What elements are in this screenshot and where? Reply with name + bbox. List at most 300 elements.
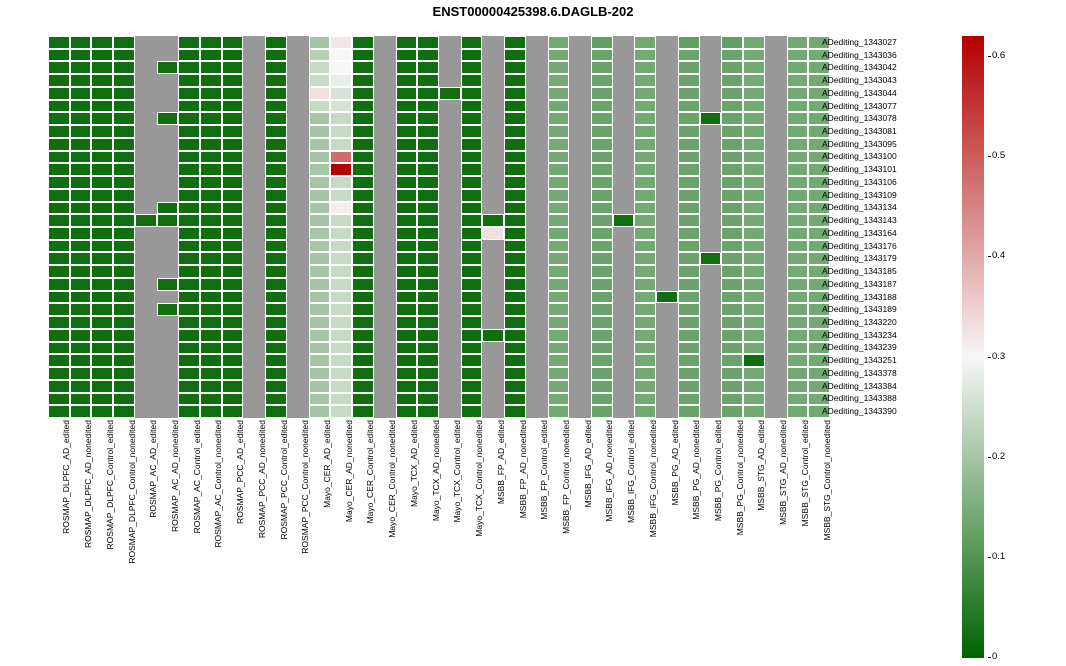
heatmap-cell xyxy=(504,380,526,393)
heatmap-cell xyxy=(265,227,287,240)
heatmap-cell xyxy=(787,367,809,380)
heatmap-cell xyxy=(721,240,743,253)
heatmap-cell xyxy=(613,380,635,393)
heatmap-cell xyxy=(48,367,70,380)
heatmap-cell xyxy=(700,87,722,100)
heatmap-cell xyxy=(634,125,656,138)
heatmap-cell xyxy=(656,405,678,418)
heatmap-cell xyxy=(135,291,157,304)
heatmap-column-label: ROSMAP_DLPFC_AD_nonedited xyxy=(83,420,94,549)
heatmap-cell xyxy=(439,202,461,215)
heatmap-cell xyxy=(721,252,743,265)
heatmap-cell xyxy=(439,151,461,164)
heatmap-cell xyxy=(287,278,309,291)
heatmap-cell xyxy=(396,74,418,87)
heatmap-cell xyxy=(157,329,179,342)
heatmap-cell xyxy=(178,367,200,380)
heatmap-cell xyxy=(396,342,418,355)
heatmap-cell xyxy=(178,278,200,291)
heatmap-cell xyxy=(222,405,244,418)
heatmap-cell xyxy=(569,49,591,62)
colorbar-tick-label: 0.2 xyxy=(992,450,1006,462)
heatmap-row-label: ADediting_1343027 xyxy=(822,36,897,47)
heatmap-cell xyxy=(135,112,157,125)
heatmap-cell xyxy=(504,151,526,164)
heatmap-cell xyxy=(613,354,635,367)
heatmap-cell xyxy=(743,316,765,329)
heatmap-cell xyxy=(743,393,765,406)
heatmap-cell xyxy=(461,380,483,393)
heatmap-cell xyxy=(243,278,265,291)
heatmap-cell xyxy=(765,252,787,265)
heatmap-cell xyxy=(482,380,504,393)
heatmap-cell xyxy=(417,138,439,151)
heatmap-cell xyxy=(656,393,678,406)
heatmap-cell xyxy=(787,342,809,355)
heatmap-cell xyxy=(634,367,656,380)
heatmap-cell xyxy=(352,303,374,316)
heatmap-cell xyxy=(113,354,135,367)
heatmap-cell xyxy=(591,227,613,240)
heatmap-cell xyxy=(591,316,613,329)
heatmap-cell xyxy=(526,87,548,100)
heatmap-cell xyxy=(591,342,613,355)
heatmap-cell xyxy=(374,342,396,355)
heatmap-cell xyxy=(157,342,179,355)
heatmap-cell xyxy=(70,138,92,151)
heatmap-cell xyxy=(113,100,135,113)
heatmap-cell xyxy=(504,189,526,202)
heatmap-cell xyxy=(743,367,765,380)
heatmap-cell xyxy=(743,214,765,227)
heatmap-cell xyxy=(526,74,548,87)
heatmap-cell xyxy=(113,278,135,291)
heatmap-cell xyxy=(48,380,70,393)
heatmap-row-label: ADediting_1343044 xyxy=(822,87,897,98)
heatmap-cell xyxy=(309,100,331,113)
heatmap-cell xyxy=(222,380,244,393)
heatmap-cell xyxy=(656,61,678,74)
heatmap-cell xyxy=(91,189,113,202)
heatmap-cell xyxy=(613,138,635,151)
heatmap-cell xyxy=(330,151,352,164)
heatmap-cell xyxy=(91,227,113,240)
heatmap-cell xyxy=(461,252,483,265)
heatmap-cell xyxy=(765,303,787,316)
heatmap-cell xyxy=(113,151,135,164)
heatmap-cell xyxy=(287,367,309,380)
heatmap-cell xyxy=(526,278,548,291)
heatmap-cell xyxy=(634,354,656,367)
heatmap-cell xyxy=(678,342,700,355)
heatmap-cell xyxy=(765,367,787,380)
heatmap-cell xyxy=(765,49,787,62)
heatmap-cell xyxy=(396,393,418,406)
heatmap-cell xyxy=(482,227,504,240)
heatmap-cell xyxy=(504,163,526,176)
heatmap-column-label: MSBB_FP_Control_nonedited xyxy=(560,420,571,534)
heatmap-cell xyxy=(265,329,287,342)
heatmap-cell xyxy=(591,303,613,316)
heatmap-cell xyxy=(222,342,244,355)
heatmap-cell xyxy=(396,329,418,342)
heatmap-cell xyxy=(743,240,765,253)
heatmap-cell xyxy=(330,49,352,62)
heatmap-cell xyxy=(374,316,396,329)
heatmap-cell xyxy=(135,240,157,253)
heatmap-cell xyxy=(461,316,483,329)
heatmap-cell xyxy=(287,189,309,202)
heatmap-cell xyxy=(526,61,548,74)
heatmap-cell xyxy=(157,100,179,113)
heatmap-cell xyxy=(700,138,722,151)
heatmap-cell xyxy=(656,87,678,100)
heatmap-cell xyxy=(157,87,179,100)
heatmap-cell xyxy=(396,278,418,291)
heatmap-cell xyxy=(222,291,244,304)
heatmap-cell xyxy=(113,316,135,329)
heatmap-cell xyxy=(287,329,309,342)
heatmap-cell xyxy=(243,393,265,406)
heatmap-cell xyxy=(743,380,765,393)
heatmap-column-label: Mayo_CER_Control_edited xyxy=(365,420,376,524)
heatmap-cell xyxy=(417,36,439,49)
heatmap-cell xyxy=(787,138,809,151)
heatmap-cell xyxy=(330,87,352,100)
heatmap-cell xyxy=(330,240,352,253)
heatmap-column-label: Mayo_CER_AD_nonedited xyxy=(343,420,354,523)
heatmap-cell xyxy=(352,329,374,342)
heatmap-cell xyxy=(504,329,526,342)
colorbar-tick-mark xyxy=(988,657,991,658)
heatmap-cell xyxy=(461,202,483,215)
heatmap-cell xyxy=(352,367,374,380)
heatmap-column-label: ROSMAP_PCC_AD_nonedited xyxy=(256,420,267,539)
heatmap-cell xyxy=(222,265,244,278)
heatmap-cell xyxy=(417,278,439,291)
heatmap-cell xyxy=(634,265,656,278)
heatmap-cell xyxy=(504,252,526,265)
heatmap-cell xyxy=(700,74,722,87)
heatmap-cell xyxy=(548,151,570,164)
heatmap-cell xyxy=(439,112,461,125)
heatmap-cell xyxy=(178,214,200,227)
heatmap-cell xyxy=(678,49,700,62)
heatmap-cell xyxy=(787,176,809,189)
heatmap-row-label: ADediting_1343179 xyxy=(822,253,897,264)
heatmap-cell xyxy=(787,61,809,74)
heatmap-cell xyxy=(396,125,418,138)
heatmap-cell xyxy=(787,252,809,265)
heatmap-cell xyxy=(678,227,700,240)
heatmap-cell xyxy=(352,49,374,62)
heatmap-cell xyxy=(656,265,678,278)
heatmap-cell xyxy=(678,380,700,393)
heatmap-cell xyxy=(634,87,656,100)
heatmap-cell xyxy=(374,74,396,87)
heatmap-cell xyxy=(374,214,396,227)
heatmap-cell xyxy=(656,74,678,87)
heatmap-cell xyxy=(765,87,787,100)
heatmap-cell xyxy=(265,36,287,49)
heatmap-cell xyxy=(461,291,483,304)
heatmap-cell xyxy=(157,393,179,406)
heatmap-cell xyxy=(504,214,526,227)
heatmap-cell xyxy=(765,393,787,406)
heatmap-cell xyxy=(374,405,396,418)
heatmap-cell xyxy=(765,138,787,151)
heatmap-cell xyxy=(396,227,418,240)
heatmap-cell xyxy=(265,125,287,138)
heatmap-cell xyxy=(548,74,570,87)
heatmap-cell xyxy=(417,342,439,355)
heatmap-cell xyxy=(678,354,700,367)
heatmap-cell xyxy=(352,252,374,265)
heatmap-cell xyxy=(417,367,439,380)
heatmap-cell xyxy=(222,278,244,291)
heatmap-cell xyxy=(613,329,635,342)
heatmap-cell xyxy=(178,240,200,253)
heatmap-cell xyxy=(504,240,526,253)
heatmap-cell xyxy=(135,316,157,329)
heatmap-cell xyxy=(178,163,200,176)
heatmap-cell xyxy=(135,227,157,240)
heatmap-cell xyxy=(417,380,439,393)
heatmap-cell xyxy=(678,151,700,164)
heatmap-cell xyxy=(504,278,526,291)
heatmap-cell xyxy=(461,393,483,406)
heatmap-cell xyxy=(309,151,331,164)
heatmap-cell xyxy=(330,112,352,125)
heatmap-cell xyxy=(287,151,309,164)
heatmap-cell xyxy=(200,214,222,227)
heatmap-cell xyxy=(48,227,70,240)
heatmap-cell xyxy=(113,112,135,125)
heatmap-cell xyxy=(417,214,439,227)
heatmap-cell xyxy=(721,202,743,215)
heatmap-cell xyxy=(569,112,591,125)
heatmap-cell xyxy=(548,291,570,304)
heatmap-cell xyxy=(526,227,548,240)
heatmap-cell xyxy=(309,163,331,176)
heatmap-cell xyxy=(765,112,787,125)
heatmap-cell xyxy=(135,252,157,265)
heatmap-cell xyxy=(721,61,743,74)
heatmap-cell xyxy=(330,138,352,151)
heatmap-cell xyxy=(482,405,504,418)
heatmap-cell xyxy=(91,151,113,164)
heatmap-cell xyxy=(70,151,92,164)
heatmap-cell xyxy=(700,393,722,406)
heatmap-cell xyxy=(721,163,743,176)
heatmap-cell xyxy=(417,189,439,202)
heatmap-cell xyxy=(721,87,743,100)
heatmap-cell xyxy=(678,163,700,176)
heatmap-cell xyxy=(548,227,570,240)
heatmap-cell xyxy=(634,252,656,265)
heatmap-cell xyxy=(200,329,222,342)
heatmap-cell xyxy=(113,49,135,62)
heatmap-column-label: MSBB_STG_Control_nonedited xyxy=(821,420,832,541)
heatmap-cell xyxy=(309,342,331,355)
heatmap-cell xyxy=(135,163,157,176)
heatmap-cell xyxy=(591,100,613,113)
heatmap-cell xyxy=(461,112,483,125)
heatmap-cell xyxy=(613,393,635,406)
heatmap-cell xyxy=(461,227,483,240)
heatmap-cell xyxy=(352,100,374,113)
heatmap-cell xyxy=(743,342,765,355)
heatmap-cell xyxy=(461,36,483,49)
heatmap-cell xyxy=(287,176,309,189)
heatmap-cell xyxy=(482,151,504,164)
heatmap-cell xyxy=(439,380,461,393)
heatmap-cell xyxy=(374,367,396,380)
heatmap-cell xyxy=(634,112,656,125)
heatmap-cell xyxy=(417,316,439,329)
heatmap-cell xyxy=(743,74,765,87)
heatmap-cell xyxy=(352,189,374,202)
heatmap-cell xyxy=(591,367,613,380)
heatmap-cell xyxy=(135,125,157,138)
heatmap-cell xyxy=(482,303,504,316)
heatmap-cell xyxy=(265,354,287,367)
heatmap-cell xyxy=(613,202,635,215)
heatmap-cell xyxy=(700,316,722,329)
heatmap-cell xyxy=(482,138,504,151)
heatmap-cell xyxy=(417,393,439,406)
heatmap-cell xyxy=(222,151,244,164)
heatmap-cell xyxy=(482,202,504,215)
heatmap-cell xyxy=(91,61,113,74)
heatmap-cell xyxy=(482,329,504,342)
heatmap-cell xyxy=(591,74,613,87)
heatmap-cell xyxy=(70,163,92,176)
heatmap-cell xyxy=(721,329,743,342)
heatmap-cell xyxy=(656,278,678,291)
heatmap-column-label: MSBB_IFG_AD_nonedited xyxy=(604,420,615,522)
heatmap-cell xyxy=(569,189,591,202)
heatmap-cell xyxy=(200,61,222,74)
heatmap-cell xyxy=(265,240,287,253)
heatmap-cell xyxy=(200,227,222,240)
heatmap-cell xyxy=(765,342,787,355)
heatmap-cell xyxy=(113,367,135,380)
heatmap-cell xyxy=(48,303,70,316)
heatmap-cell xyxy=(48,74,70,87)
heatmap-cell xyxy=(548,367,570,380)
heatmap-cell xyxy=(200,240,222,253)
heatmap-cell xyxy=(765,163,787,176)
heatmap-cell xyxy=(700,367,722,380)
heatmap-cell xyxy=(634,393,656,406)
heatmap-cell xyxy=(352,176,374,189)
heatmap-row-label: ADediting_1343100 xyxy=(822,151,897,162)
heatmap-cell xyxy=(135,329,157,342)
heatmap-cell xyxy=(678,291,700,304)
page-title: ENST00000425398.6.DAGLB-202 xyxy=(432,4,634,19)
heatmap-column-labels xyxy=(48,420,830,650)
heatmap-cell xyxy=(461,176,483,189)
heatmap-cell xyxy=(678,202,700,215)
heatmap-cell xyxy=(678,265,700,278)
heatmap-column-label: MSBB_STG_AD_nonedited xyxy=(778,420,789,525)
heatmap-cell xyxy=(70,125,92,138)
heatmap-cell xyxy=(461,87,483,100)
heatmap-cell xyxy=(330,252,352,265)
heatmap-cell xyxy=(287,380,309,393)
heatmap-cell xyxy=(439,49,461,62)
heatmap-cell xyxy=(70,74,92,87)
heatmap-cell xyxy=(439,74,461,87)
heatmap-cell xyxy=(743,278,765,291)
heatmap-cell xyxy=(157,49,179,62)
heatmap-cell xyxy=(569,291,591,304)
heatmap-cell xyxy=(200,303,222,316)
heatmap-cell xyxy=(113,227,135,240)
heatmap-cell xyxy=(200,405,222,418)
heatmap-cell xyxy=(634,380,656,393)
heatmap-cell xyxy=(504,316,526,329)
heatmap-cell xyxy=(526,316,548,329)
heatmap-cell xyxy=(482,342,504,355)
heatmap-cell xyxy=(243,265,265,278)
heatmap-cell xyxy=(569,405,591,418)
heatmap-cell xyxy=(548,36,570,49)
heatmap-cell xyxy=(374,87,396,100)
heatmap-cell xyxy=(721,100,743,113)
heatmap-cell xyxy=(91,74,113,87)
heatmap-row-label: ADediting_1343077 xyxy=(822,100,897,111)
heatmap-cell xyxy=(70,189,92,202)
heatmap-row-label: ADediting_1343189 xyxy=(822,304,897,315)
heatmap-cell xyxy=(700,380,722,393)
heatmap-cell xyxy=(678,74,700,87)
heatmap-cell xyxy=(330,303,352,316)
heatmap-cell xyxy=(765,214,787,227)
heatmap-cell xyxy=(48,163,70,176)
heatmap-cell xyxy=(548,49,570,62)
heatmap-cell xyxy=(91,405,113,418)
heatmap-cell xyxy=(569,125,591,138)
heatmap-cell xyxy=(765,227,787,240)
heatmap-cell xyxy=(91,393,113,406)
heatmap-cell xyxy=(222,329,244,342)
heatmap-cell xyxy=(743,405,765,418)
heatmap-cell xyxy=(265,252,287,265)
heatmap-cell xyxy=(200,316,222,329)
heatmap-cell xyxy=(265,74,287,87)
heatmap-cell xyxy=(700,36,722,49)
heatmap-cell xyxy=(70,380,92,393)
heatmap-cell xyxy=(178,380,200,393)
colorbar-tick-label: 0.3 xyxy=(992,350,1006,362)
heatmap-cell xyxy=(613,303,635,316)
heatmap-cell xyxy=(482,36,504,49)
heatmap-cell xyxy=(787,316,809,329)
heatmap-cell xyxy=(417,265,439,278)
heatmap-row-label: ADediting_1343134 xyxy=(822,202,897,213)
heatmap-cell xyxy=(700,240,722,253)
heatmap-cell xyxy=(439,367,461,380)
heatmap-cell xyxy=(222,354,244,367)
heatmap-cell xyxy=(157,214,179,227)
heatmap-cell xyxy=(461,265,483,278)
heatmap-grid xyxy=(48,36,830,418)
heatmap-cell xyxy=(265,151,287,164)
heatmap-cell xyxy=(243,291,265,304)
heatmap-cell xyxy=(504,176,526,189)
